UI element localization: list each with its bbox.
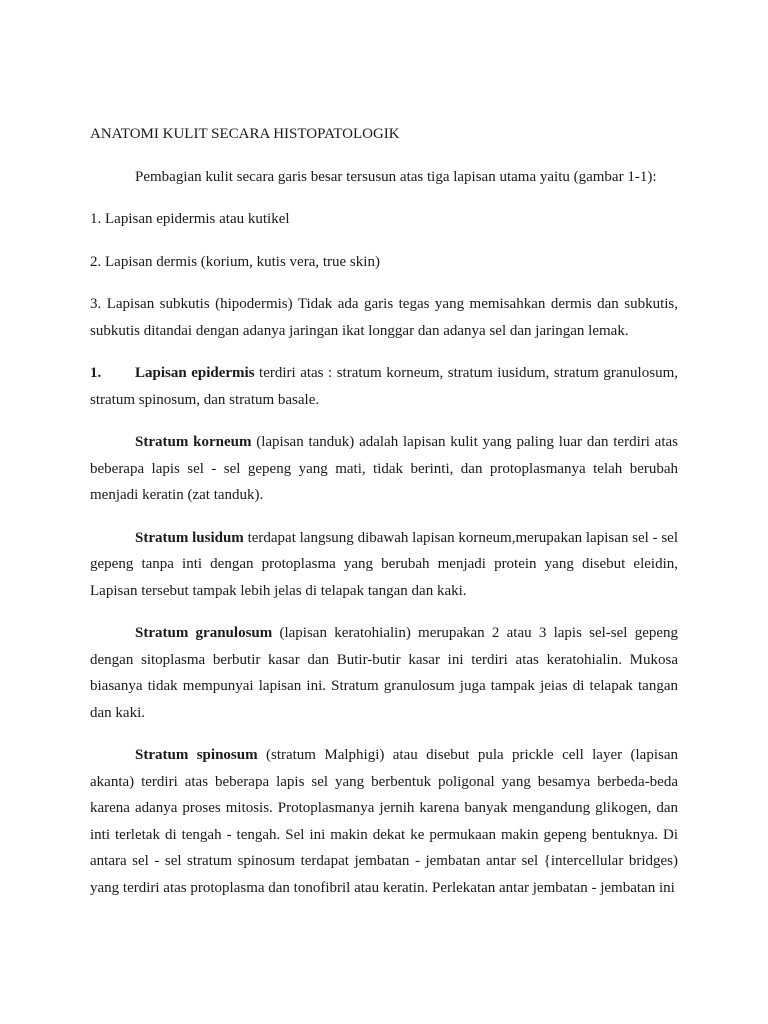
section-term: Lapisan epidermis xyxy=(135,365,255,381)
stratum-granulosum-paragraph xyxy=(90,620,678,726)
list-item: 3. Lapisan subkutis (hipodermis) Tidak ada garis tegas yang memisahkan dermis dan subkutis, subkutis ditandai dengan adanya jaringan ikat longgar dan adanya sel dan jaringan lemak. xyxy=(90,296,678,339)
document-body xyxy=(90,121,678,901)
paragraph-text: (lapisan tanduk) adalah lapisan kulit yang paling luar dan terdiri atas beberapa lapis sel - sel gepeng yang mati, tidak berinti, dan protoplasmanya telah berubah menjadi keratin (zat tanduk). xyxy=(90,434,678,503)
section-epidermis-paragraph xyxy=(90,360,678,413)
paragraph-term: Stratum spinosum xyxy=(135,747,258,763)
paragraph-text: (stratum Malphigi) atau disebut pula prickle cell layer (lapisan akanta) terdiri atas beberapa lapis sel yang berbentuk poligonal yang besamya berbeda-beda karena adanya proses mitosis. Protoplasmanya jernih karena banyak mengandung glikogen, dan inti terletak di tengah - tengah. Sel ini makin dekat ke permukaan makin gepeng bentuknya. Di antara sel - sel stratum spinosum terdapat jembatan - jembatan antar sel {intercellular bridges) yang terdiri atas protoplasma dan tonofibril atau keratin. Perlekatan antar jembatan - jembatan ini xyxy=(90,747,678,896)
stratum-spinosum-paragraph xyxy=(90,742,678,901)
paragraph-term: Stratum lusidum xyxy=(135,529,244,546)
stratum-lusidum-paragraph xyxy=(90,525,678,605)
list-item: 1. Lapisan epidermis atau kutikel xyxy=(90,211,290,227)
paragraph-term: Stratum granulosum xyxy=(135,625,273,641)
section-number: 1. xyxy=(90,365,102,381)
paragraph-text: terdapat langsung dibawah lapisan korneum,merupakan lapisan sel - sel gepeng tanpa inti dengan protoplasma yang berubah menjadi protein yang disebut eleidin, Lapisan tersebut tampak lebih jelas di telapak tangan dan kaki. xyxy=(90,529,678,599)
stratum-korneum-paragraph xyxy=(90,429,678,509)
paragraph-text: (lapisan keratohialin) merupakan 2 atau 3 lapis sel-sel gepeng dengan sitoplasma berbutir kasar dan Butir-butir kasar ini terdiri atas keratohialin. Mukosa biasanya tidak mempunyai lapisan ini. Stratum granulosum juga tampak jeias di telapak tangan dan kaki. xyxy=(90,625,679,721)
section-text: terdiri atas : stratum korneum, stratum iusidum, stratum granulosum, stratum spinosum, dan stratum basale. xyxy=(90,365,678,408)
document-title: ANATOMI KULIT SECARA HISTOPATOLOGIK xyxy=(90,126,400,142)
list-item: 2. Lapisan dermis (korium, kutis vera, true skin) xyxy=(90,253,380,270)
intro-paragraph: Pembagian kulit secara garis besar tersusun atas tiga lapisan utama yaitu (gambar 1-1): xyxy=(135,168,657,185)
paragraph-term: Stratum korneum xyxy=(135,434,252,450)
